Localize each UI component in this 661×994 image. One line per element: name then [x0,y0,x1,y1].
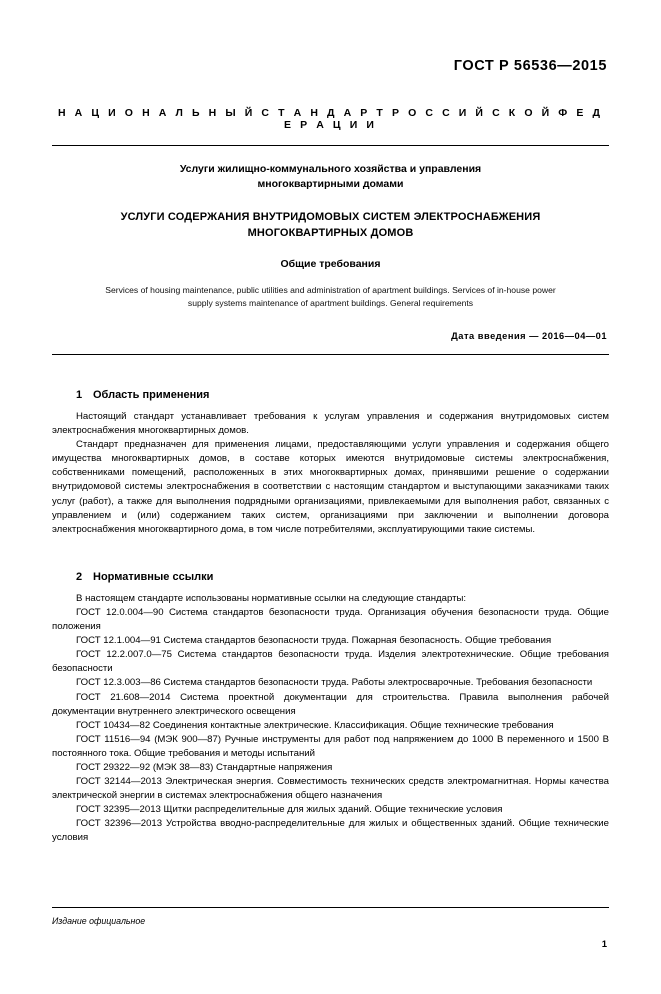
reference-item: ГОСТ 11516—94 (МЭК 900—87) Ручные инструменты для работ под напряжением до 1000 В переменного и 1500 В постоянного тока. Общие требования и методы испытаний [52,733,609,759]
footer-divider [52,907,609,908]
references-list [52,592,609,846]
reference-item: ГОСТ 29322—92 (МЭК 38—83) Стандартные напряжения [76,761,333,773]
english-title-line2: supply systems maintenance of apartment buildings. General requirements [187,298,474,308]
reference-item: ГОСТ 21.608—2014 Система проектной документации для строительства. Правила выполнения рабочей документации внутреннего электрического освещения [52,691,609,717]
title-block [52,162,609,270]
reference-item: ГОСТ 32395—2013 Щитки распределительные для жилых зданий. Общие технические условия [76,804,503,816]
page-number: 1 [601,939,607,950]
reference-item: ГОСТ 12.1.004—91 Система стандартов безопасности труда. Пожарная безопасность. Общие требования [76,635,552,647]
reference-item: ГОСТ 12.3.003—86 Система стандартов безопасности труда. Работы электросварочные. Требования безопасности [76,677,593,689]
title-subheading-line2: многоквартирными домами [257,178,404,190]
section-number-1: 1 [76,389,83,401]
english-title-line1: Services of housing maintenance, public utilities and administration of apartment buildings. Services of in-house power [105,285,556,295]
official-edition-note: Издание официальное [52,916,146,926]
section-heading-references [52,571,609,583]
references-intro: В настоящем стандарте использованы нормативные ссылки на следующие стандарты: [76,592,467,604]
national-standard-header: Н А Ц И О Н А Л Ь Н Ы Й С Т А Н Д А Р Т Р О С С И Й С К О Й Ф Е Д Е Р А Ц И И [57,107,604,131]
header-divider-top [52,145,609,146]
section-title-2: Нормативные ссылки [93,570,214,583]
title-general-requirements: Общие требования [280,258,381,270]
reference-item: ГОСТ 32144—2013 Электрическая энергия. Совместимость технических средств электромагнитная. Нормы качества электрической энергии в системах электроснабжения общего назначения [52,776,609,802]
title-main-line2: МНОГОКВАРТИРНЫХ ДОМОВ [247,227,414,239]
document-page [0,58,661,994]
reference-item: ГОСТ 12.0.004—90 Система стандартов безопасности труда. Организация обучения безопасности труда. Общие положения [52,606,609,633]
title-main-line1: УСЛУГИ СОДЕРЖАНИЯ ВНУТРИДОМОВЫХ СИСТЕМ ЭЛЕКТРОСНАБЖЕНИЯ [120,211,541,223]
section-title-1: Область применения [93,389,210,401]
scope-paragraph-1: Настоящий стандарт устанавливает требования к услугам управления и содержания внутридомовых систем электроснабжения многоквартирных домов. [52,411,609,437]
title-subheading-line1: Услуги жилищно-коммунального хозяйства и управления [179,163,482,175]
reference-item: ГОСТ 12.2.007.0—75 Система стандартов безопасности труда. Изделия электротехнические. Общие требования безопасности [52,649,609,675]
gost-number: ГОСТ Р 56536—2015 [453,58,607,74]
introduction-date: Дата введения — 2016—04—01 [451,331,607,341]
header-divider-bottom [52,354,609,355]
scope-paragraph-2: Стандарт предназначен для применения лицами, предоставляющими услуги управления и содержания общего имущества многоквартирных домов, в составе которых имеются внутридомовые системы электроснабжения, собственниками помещений, расположенных в этих многоквартирных домах, принявшими решение о содержании внутридомовой системы электроснабжения в соответствии с настоящим стандартом и выступающими заказчиками таких услуг (работ), а также для выполнения подрядными организациями, привлекаемыми для выполнения работ, связанных с управлением и (или) содержанием таких систем, организациями при заключении и выполнении договора электроснабжения многоквартирного дома, в том числе потребителями, эксплуатирующими такие системы. [52,439,609,535]
reference-item: ГОСТ 32396—2013 Устройства вводно-распределительные для жилых и общественных зданий. Общие технические условия [52,818,609,844]
reference-item: ГОСТ 10434—82 Соединения контактные электрические. Классификация. Общие технические требования [76,719,554,731]
section-number-2: 2 [76,570,83,583]
section-heading-scope [52,389,609,401]
